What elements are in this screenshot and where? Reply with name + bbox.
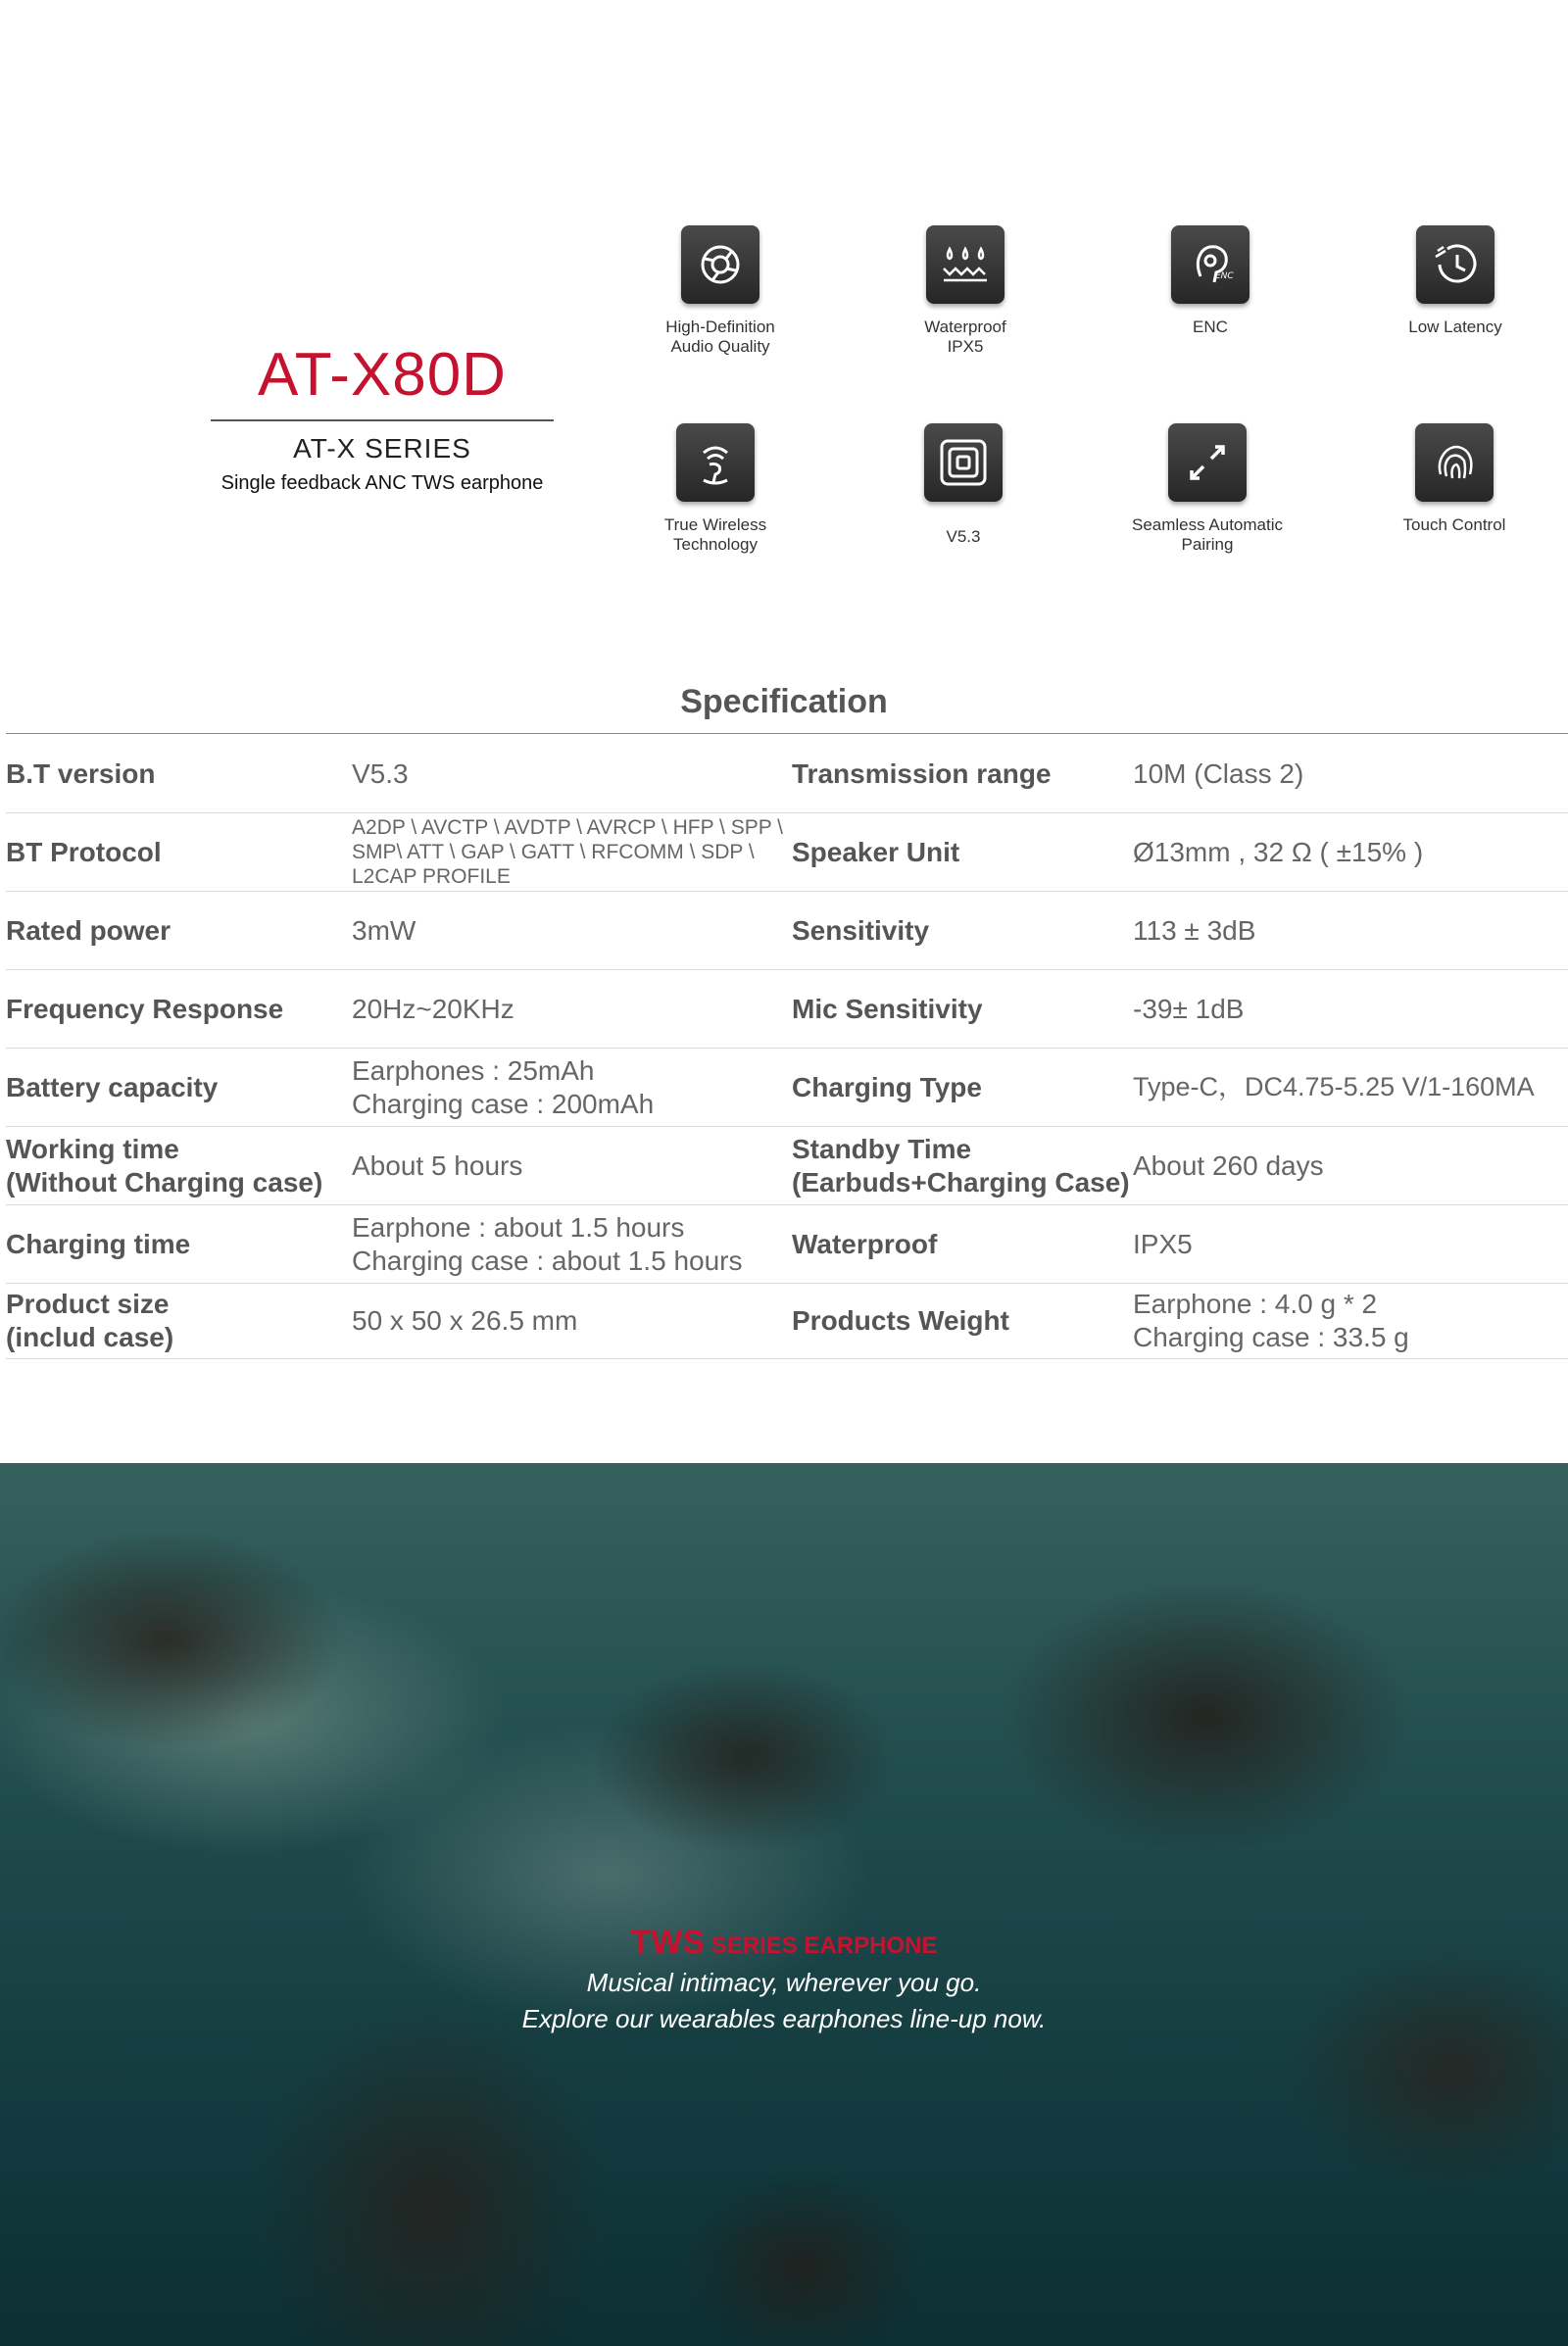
spec-key: Standby Time bbox=[792, 1133, 972, 1164]
clock-icon bbox=[1428, 237, 1483, 292]
spec-value: Type-C，DC4.75-5.25 V/1-160MA bbox=[1133, 1072, 1535, 1102]
spec-value: 113 ± 3dB bbox=[1133, 914, 1256, 946]
hero-caption bbox=[0, 1924, 1568, 2034]
spec-key: (includ case) bbox=[6, 1322, 174, 1352]
spec-value: Ø13mm , 32 Ω ( ±15% ) bbox=[1133, 836, 1424, 867]
ear-enc-icon bbox=[1183, 237, 1238, 292]
spec-value: A2DP \ AVCTP \ AVDTP \ AVRCP \ HFP \ SPP \ SMP\ ATT \ GAP \ GATT \ RFCOMM \ SDP \ L2CAP PROFILE bbox=[352, 815, 784, 889]
spec-row bbox=[6, 892, 1568, 970]
hero-title: TWS SERIES EARPHONE bbox=[630, 1924, 938, 1961]
spec-key: Mic Sensitivity bbox=[792, 993, 983, 1024]
spec-key: Frequency Response bbox=[6, 993, 284, 1024]
spec-key: Sensitivity bbox=[792, 914, 930, 946]
spec-key: Waterproof bbox=[792, 1228, 938, 1259]
feature-label: Waterproof IPX5 bbox=[924, 318, 1006, 357]
spec-key: Products Weight bbox=[792, 1305, 1009, 1337]
spec-value: Charging case : 33.5 g bbox=[1133, 1322, 1409, 1352]
spec-key: Transmission range bbox=[792, 758, 1052, 789]
feature-label: V5.3 bbox=[946, 527, 981, 546]
product-tagline: Single feedback ANC TWS earphone bbox=[220, 472, 544, 494]
fingerprint-icon bbox=[1427, 435, 1482, 490]
spec-value: IPX5 bbox=[1133, 1228, 1193, 1259]
coastline-hero-image bbox=[0, 1463, 1568, 2346]
wireless-earbud-icon bbox=[688, 435, 743, 490]
spec-value: Charging case : 200mAh bbox=[352, 1088, 655, 1119]
feature-auto-pairing bbox=[1109, 423, 1305, 556]
feature-v53 bbox=[865, 423, 1061, 547]
spec-key: Charging time bbox=[6, 1228, 191, 1259]
feature-low-latency bbox=[1357, 225, 1553, 337]
feature-true-wireless bbox=[617, 423, 813, 556]
spec-row bbox=[6, 1127, 1568, 1205]
spec-key: Speaker Unit bbox=[792, 836, 960, 867]
feature-label: Touch Control bbox=[1402, 515, 1506, 534]
spec-key: Product size bbox=[6, 1289, 170, 1320]
spec-value: Charging case : about 1.5 hours bbox=[352, 1245, 743, 1276]
spec-row bbox=[6, 1205, 1568, 1284]
chip-icon bbox=[936, 435, 991, 490]
speaker-icon bbox=[693, 237, 748, 292]
spec-value: 3mW bbox=[352, 914, 416, 946]
water-drops-icon bbox=[938, 237, 993, 292]
spec-key: BT Protocol bbox=[6, 836, 162, 867]
feature-label: High-Definition Audio Quality bbox=[665, 318, 775, 357]
feature-label: True Wireless Technology bbox=[663, 515, 767, 555]
feature-enc bbox=[1112, 225, 1308, 337]
spec-key: (Without Charging case) bbox=[6, 1166, 323, 1197]
spec-key: Charging Type bbox=[792, 1071, 982, 1102]
spec-value: About 260 days bbox=[1133, 1149, 1324, 1181]
spec-title: Specification bbox=[680, 683, 888, 720]
spec-value: 10M (Class 2) bbox=[1133, 758, 1304, 789]
product-series: AT-X SERIES bbox=[293, 433, 471, 464]
spec-value: 20Hz~20KHz bbox=[352, 993, 514, 1024]
spec-value: Earphone : 4.0 g * 2 bbox=[1133, 1289, 1378, 1320]
hero-line: Musical intimacy, wherever you go. bbox=[586, 1968, 982, 1997]
expand-arrows-icon bbox=[1180, 435, 1235, 490]
spec-row bbox=[6, 1284, 1568, 1359]
spec-value: 50 x 50 x 26.5 mm bbox=[352, 1305, 578, 1337]
spec-key: Working time bbox=[6, 1133, 179, 1164]
spec-row bbox=[6, 1049, 1568, 1127]
spec-divider bbox=[6, 733, 1568, 734]
spec-value: Earphones : 25mAh bbox=[352, 1054, 595, 1086]
spec-value: About 5 hours bbox=[352, 1149, 523, 1181]
product-header bbox=[201, 341, 564, 495]
title-divider bbox=[211, 419, 554, 421]
spec-key: Battery capacity bbox=[6, 1071, 219, 1102]
product-model: AT-X80D bbox=[258, 341, 507, 409]
spec-value: -39± 1dB bbox=[1133, 993, 1245, 1024]
spec-row bbox=[6, 813, 1568, 892]
spec-key: B.T version bbox=[6, 758, 156, 789]
spec-row bbox=[6, 735, 1568, 813]
spec-key: (Earbuds+Charging Case) bbox=[792, 1166, 1130, 1197]
feature-label: Low Latency bbox=[1408, 318, 1502, 336]
spec-row bbox=[6, 970, 1568, 1049]
spec-value: V5.3 bbox=[352, 758, 409, 789]
svg-text:ENC: ENC bbox=[1215, 271, 1234, 281]
feature-label: Seamless Automatic Pairing bbox=[1131, 515, 1283, 555]
feature-touch-control bbox=[1356, 423, 1552, 535]
spec-key: Rated power bbox=[6, 914, 172, 946]
feature-waterproof bbox=[867, 225, 1063, 358]
feature-hd-audio bbox=[622, 225, 818, 358]
feature-label: ENC bbox=[1193, 318, 1228, 336]
hero-line: Explore our wearables earphones line-up now. bbox=[521, 2004, 1047, 2033]
spec-value: Earphone : about 1.5 hours bbox=[352, 1211, 685, 1243]
